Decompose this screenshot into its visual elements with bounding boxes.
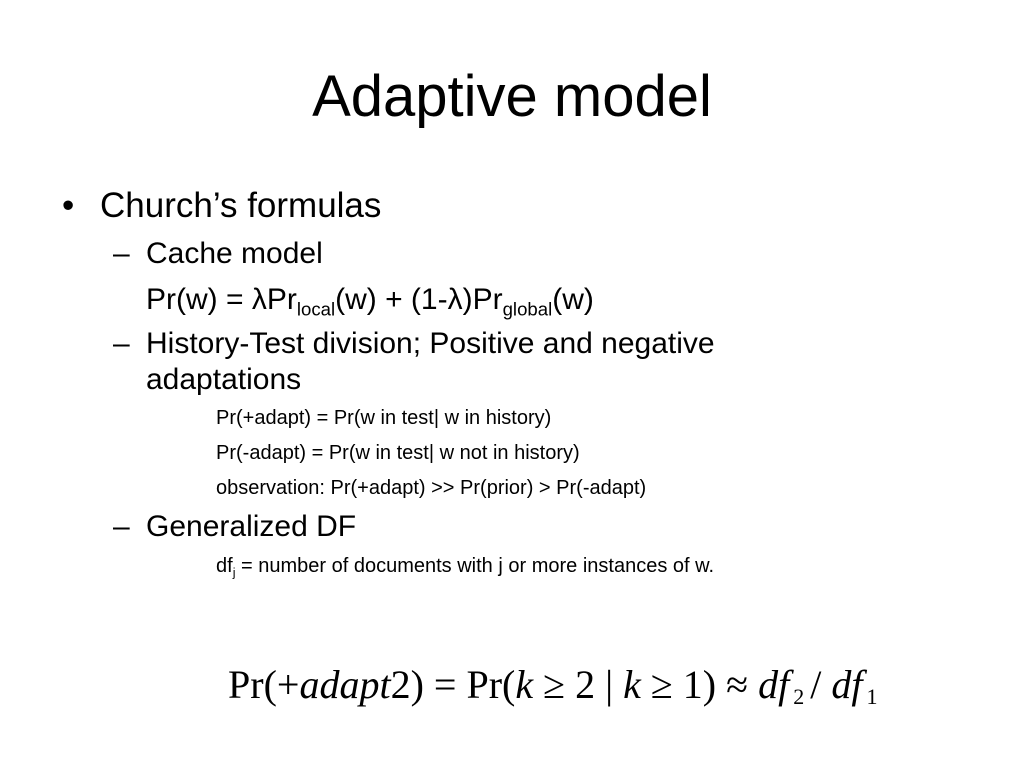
eq-ge2: ≥ 2 | [533, 662, 624, 707]
adapt2-equation [228, 660, 883, 716]
df-definition-base: df [216, 555, 233, 577]
subbullet-generalized-df: Generalized DF [146, 510, 357, 543]
dash-marker: – [113, 510, 130, 543]
subbullet-history-test-cont: adaptations [146, 363, 302, 396]
dash-marker: – [113, 237, 130, 270]
subbullet-cache-model: Cache model [146, 237, 323, 270]
cache-model-formula [146, 282, 594, 318]
dash-marker: – [113, 327, 130, 360]
eq-df2: df [758, 662, 790, 707]
slide-title: Adaptive model [312, 64, 712, 129]
eq-pr-open: Pr(+ [228, 662, 300, 707]
subbullet-history-test: History-Test division; Positive and negative [146, 327, 715, 360]
eq-sub1: 1 [866, 684, 878, 709]
cache-formula-sub-global: global [502, 298, 553, 320]
positive-adapt-line: Pr(+adapt) = Pr(w in test| w in history) [216, 407, 552, 429]
eq-ge1: ≥ 1) ≈ [640, 662, 759, 707]
df-definition-rest: = number of documents with j or more instances of w. [235, 555, 715, 577]
eq-sub2: 2 [793, 684, 805, 709]
cache-formula-part1: Pr(w) = λPr [146, 283, 297, 316]
bullet-marker: • [62, 186, 75, 225]
eq-df1: df [831, 662, 863, 707]
df-definition [216, 553, 714, 579]
cache-formula-part3: (w) [552, 283, 594, 316]
eq-k1: k [515, 662, 534, 707]
eq-slash: / [810, 662, 832, 707]
bullet-churchs-formulas: Church’s formulas [100, 186, 382, 225]
eq-adapt: adapt [299, 662, 391, 707]
observation-line: observation: Pr(+adapt) >> Pr(prior) > Pr(-adapt) [216, 477, 647, 499]
cache-formula-sub-local: local [296, 298, 336, 320]
cache-formula-part2: (w) + (1-λ)Pr [335, 283, 503, 316]
eq-k2: k [623, 662, 641, 707]
negative-adapt-line: Pr(-adapt) = Pr(w in test| w not in history) [216, 442, 580, 464]
eq-two: 2) = Pr( [390, 662, 516, 707]
df-definition-sub: j [232, 565, 236, 580]
